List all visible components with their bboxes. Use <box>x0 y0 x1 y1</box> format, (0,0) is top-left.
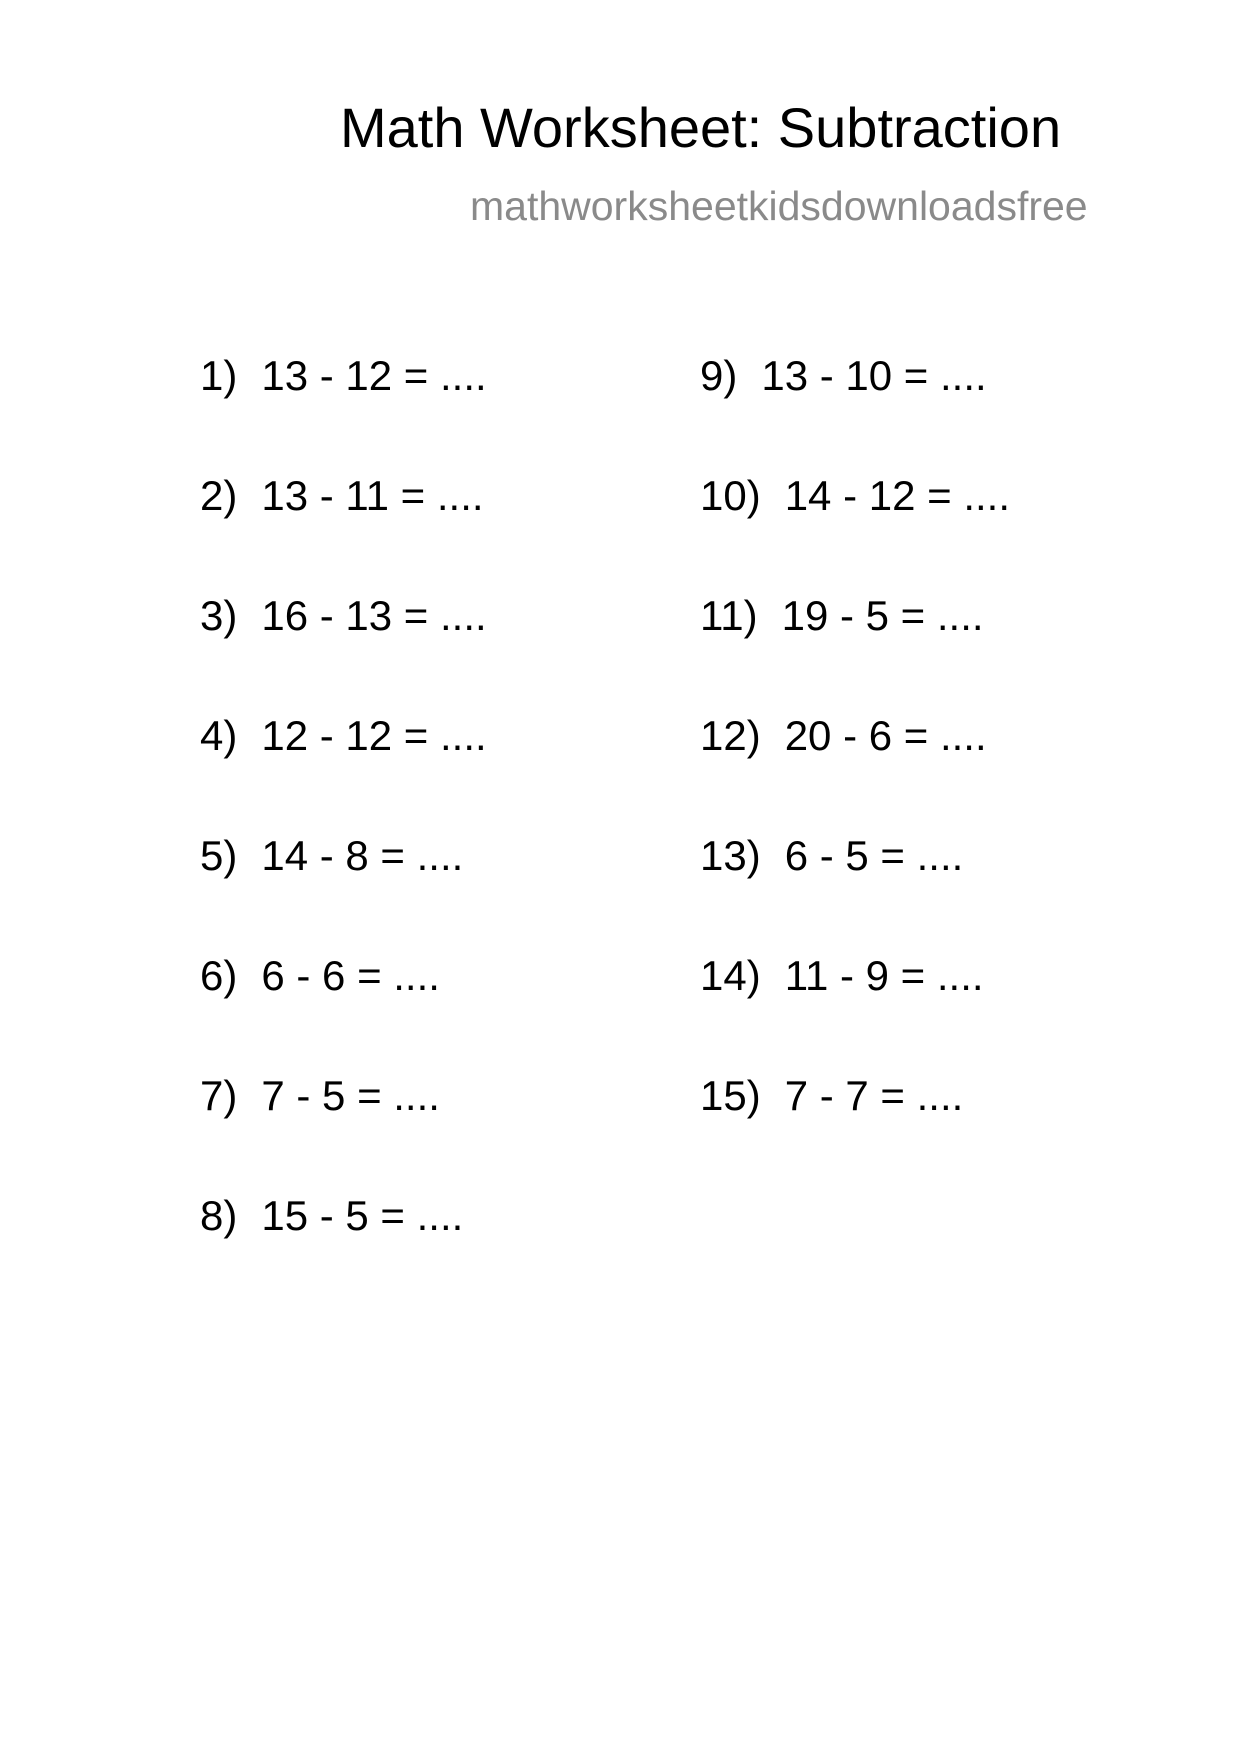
problem-number: 11) <box>700 592 758 639</box>
problem-item <box>200 712 487 832</box>
problem-expression: 11 - 9 = .... <box>784 952 984 999</box>
problem-number: 4) <box>200 712 238 759</box>
problem-number: 8) <box>200 1192 238 1239</box>
problems-left-column <box>200 352 487 1312</box>
problem-number: 14) <box>700 952 761 999</box>
problems-right-column <box>700 352 1010 1192</box>
problem-item <box>200 952 487 1072</box>
problem-item <box>200 832 487 952</box>
problem-expression: 14 - 8 = .... <box>261 832 464 879</box>
problem-number: 13) <box>700 832 761 879</box>
problem-item <box>200 1192 487 1312</box>
problem-expression: 13 - 12 = .... <box>261 352 487 399</box>
problem-expression: 6 - 6 = .... <box>261 952 440 999</box>
problem-item <box>700 952 1010 1072</box>
problem-expression: 6 - 5 = .... <box>784 832 964 879</box>
problem-item <box>700 472 1010 592</box>
problem-number: 10) <box>700 472 761 519</box>
problem-number: 5) <box>200 832 238 879</box>
problem-item <box>700 712 1010 832</box>
problem-item <box>700 592 1010 712</box>
problem-item <box>200 472 487 592</box>
problem-expression: 7 - 7 = .... <box>784 1072 964 1119</box>
problem-number: 1) <box>200 352 238 399</box>
problem-item <box>700 1072 1010 1192</box>
problem-number: 12) <box>700 712 761 759</box>
problem-expression: 7 - 5 = .... <box>261 1072 440 1119</box>
problem-number: 7) <box>200 1072 238 1119</box>
problem-expression: 13 - 10 = .... <box>761 352 987 399</box>
problem-item <box>700 352 1010 472</box>
problem-item <box>200 592 487 712</box>
problem-expression: 12 - 12 = .... <box>261 712 487 759</box>
problem-number: 15) <box>700 1072 761 1119</box>
problem-item <box>200 352 487 472</box>
problem-number: 9) <box>700 352 738 399</box>
problem-expression: 20 - 6 = .... <box>784 712 987 759</box>
problem-number: 3) <box>200 592 238 639</box>
problem-expression: 19 - 5 = .... <box>781 592 984 639</box>
problem-item <box>700 832 1010 952</box>
page-title: Math Worksheet: Subtraction <box>340 96 1062 159</box>
problem-expression: 15 - 5 = .... <box>261 1192 464 1239</box>
site-watermark: mathworksheetkidsdownloadsfree <box>470 183 1088 229</box>
problem-expression: 16 - 13 = .... <box>261 592 487 639</box>
problem-number: 6) <box>200 952 238 999</box>
problem-number: 2) <box>200 472 238 519</box>
problem-expression: 13 - 11 = .... <box>261 472 484 519</box>
problem-expression: 14 - 12 = .... <box>784 472 1011 519</box>
problem-item <box>200 1072 487 1192</box>
